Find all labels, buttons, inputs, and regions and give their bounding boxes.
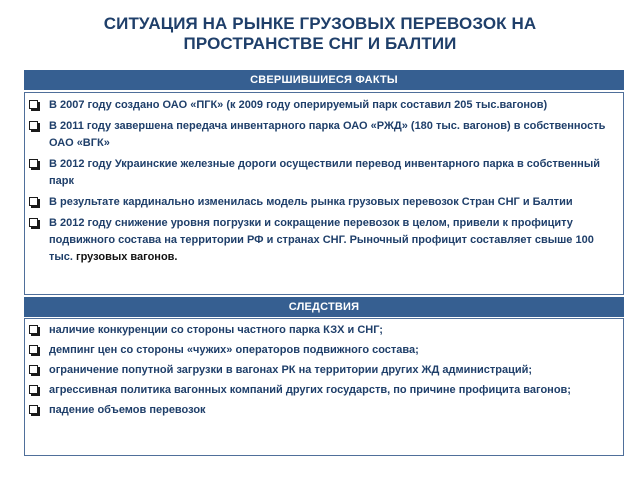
- slide-title: [40, 14, 600, 54]
- list-item: [25, 215, 623, 266]
- list-item: [25, 382, 623, 399]
- checkbox-square-bullet-icon: [29, 325, 40, 336]
- list-item-text: В 2012 году Украинские железные дороги осуществили перевод инвентарного парка в собственный парк: [49, 158, 600, 187]
- list-item-text: ограничение попутной загрузки в вагонах РК на территории других ЖД администраций;: [49, 364, 533, 376]
- list-item: [25, 322, 623, 339]
- facts-header: СВЕРШИВШИЕСЯ ФАКТЫ: [24, 70, 624, 90]
- list-item-text: падение объемов перевозок: [49, 404, 206, 416]
- checkbox-square-bullet-icon: [29, 121, 40, 132]
- checkbox-square-bullet-icon: [29, 100, 40, 111]
- list-item-text: В 2011 году завершена передача инвентарного парка ОАО «РЖД» (180 тыс. вагонов) в собственность ОАО «ВГК»: [49, 120, 606, 149]
- checkbox-square-bullet-icon: [29, 345, 40, 356]
- list-item: [25, 342, 623, 359]
- checkbox-square-bullet-icon: [29, 385, 40, 396]
- list-item-text: демпинг цен со стороны «чужих» операторов подвижного состава;: [49, 344, 419, 356]
- list-item: [25, 194, 623, 211]
- list-item: [25, 402, 623, 419]
- list-item-text: В результате кардинально изменилась модель рынка грузовых перевозок Стран СНГ и Балтии: [49, 196, 573, 208]
- checkbox-square-bullet-icon: [29, 159, 40, 170]
- slide-title-line-2: ПРОСТРАНСТВЕ СНГ И БАЛТИИ: [183, 34, 457, 53]
- list-item-text: агрессивная политика вагонных компаний других государств, по причине профицита вагонов;: [49, 384, 571, 396]
- list-item: [25, 97, 623, 114]
- checkbox-square-bullet-icon: [29, 405, 40, 416]
- list-item: [25, 362, 623, 379]
- list-item-text-tail: грузовых вагонов.: [76, 251, 178, 263]
- slide-title-line-1: СИТУАЦИЯ НА РЫНКЕ ГРУЗОВЫХ ПЕРЕВОЗОК НА: [103, 14, 537, 33]
- checkbox-square-bullet-icon: [29, 365, 40, 376]
- facts-list: [25, 97, 623, 270]
- list-item-text: наличие конкуренции со стороны частного парка КЗХ и СНГ;: [49, 324, 383, 336]
- consequences-header: СЛЕДСТВИЯ: [24, 297, 624, 317]
- consequences-box: [24, 318, 624, 456]
- list-item: [25, 156, 623, 190]
- facts-box: [24, 92, 624, 295]
- consequences-list: [25, 322, 623, 422]
- list-item-text: В 2007 году создано ОАО «ПГК» (к 2009 году оперируемый парк составил 205 тыс.вагонов): [49, 99, 548, 111]
- list-item-text: В 2012 году снижение уровня погрузки и сокращение перевозок в целом, привели к профициту подвижного состава на территории РФ и странах СНГ. Рыночный профицит составляет свыше 100 тыс.: [49, 217, 594, 263]
- checkbox-square-bullet-icon: [29, 218, 40, 229]
- checkbox-square-bullet-icon: [29, 197, 40, 208]
- list-item: [25, 118, 623, 152]
